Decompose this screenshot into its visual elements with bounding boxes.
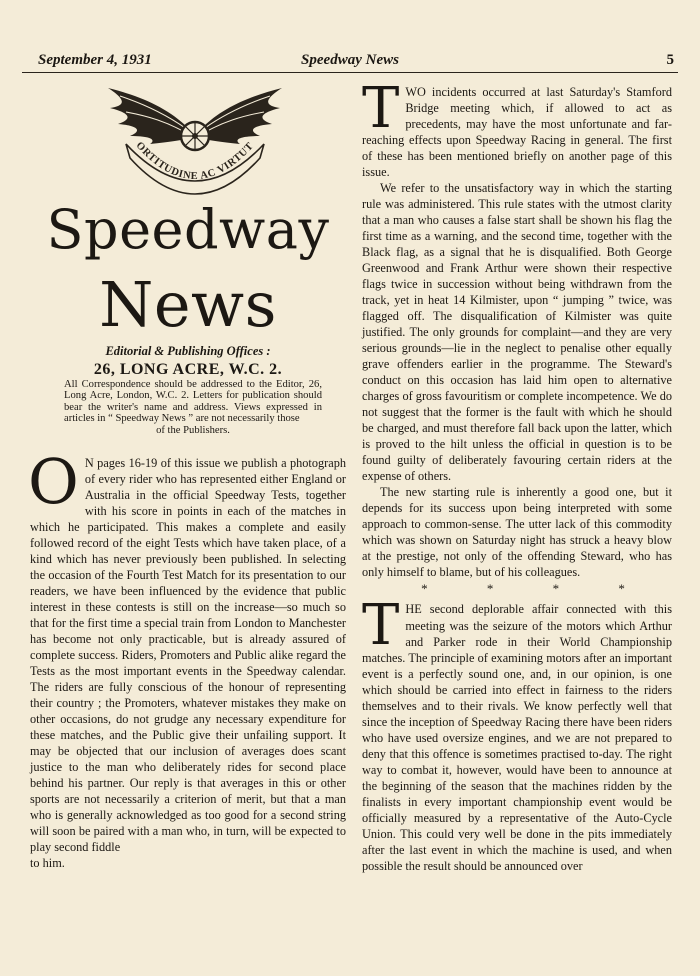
emblem-motto: ORTITUDINE AC VIRTUT [133, 140, 257, 183]
emblem-graphic [100, 78, 290, 196]
winged-wheel-emblem-icon [100, 78, 290, 196]
drop-cap-t-1: T [362, 76, 400, 141]
running-masthead: Speedway News [301, 52, 399, 68]
article-paragraph-2: We refer to the unsatisfactory way in which the starting rule was administered. This rule states with the utmost clarity that a man who causes a false start shall be shown his flag the first time as a warning, and the second time, together with the Black flag, as a signal that he is disqualified. Both George Greenwood and Frank Arthur were shown their respective flags twice in succession without being withdrawn from the track, yet in heat 14 Kilmister, upon “ jumping ” twice, was flagged off. The disqualification of Kilmister was quite justified. The only grounds for complaint—and they are very serious grounds—lie in the neglect to penalise other equally grave offenders earlier in the programme. The Steward's conduct on this occasion has laid him open to alternative charges of gross favouritism or complete incompetence. We do not suggest that the former is the fault with which he should be charged, and must therefore fall back upon the latter, which is proved to the hilt unless the official in question is to be found guilty of deliberately favouring certain riders at the expense of others. [362, 181, 672, 484]
offices-label: Editorial & Publishing Offices : [105, 344, 271, 358]
header-rule [22, 72, 678, 73]
drop-cap-o: O [28, 445, 79, 518]
running-header [22, 48, 678, 74]
title-line-2: News [99, 268, 277, 341]
lead-article [28, 445, 346, 871]
correspondence-note-end: of the Publishers. [156, 424, 230, 436]
correspondence-note-text: All Correspondence should be addressed to the Editor, 26, Long Acre, London, W.C. 2. Letters for publication should bear the writer's name and address. Views expressed in articles in “ Speedway News ” are not necessarily those [64, 379, 322, 425]
lead-article-body: N pages 16-19 of this issue we publish a photograph of every rider who has represented either England or Australia in the official Speedway Tests, together with his score in points in each of the matches in which he participated. This makes a complete and easily followed record of the eight Tests which have taken place, of a kind which has never previously been published. In selecting the occasion of the Fourth Test Match for its presentation to our readers, we have been influenced by the evidence that public interest in these contests is still on the increase—so much so that for the first time a special train from London to Manchester has become not only practicable, but is already assured of complete success. Riders, Promoters and Public alike regard the Tests as the most important events in the Speedway calendar. The riders are fully conscious of the honour of representing their country ; the Promoters, whatever mistakes they make on other occasions, do not grudge any necessary expenditure for these matches, and the Public give their unfailing support. It may be objected that our inclusion of averages does scant justice to the man who deliberately rides for second place behind his partner. Our reply is that averages in this or other sports are not necessarily a criterion of merit, but that a man who is generally acknowledged as too good for a second string will soon be paired with a man who, in turn, will be expected to play second fiddle [30, 456, 346, 855]
section-separator: * * * * [421, 581, 653, 597]
lead-article-tail: to him. [30, 856, 65, 871]
page-number: 5 [666, 52, 674, 68]
correspondence-note [64, 379, 322, 436]
title-line-1: Speedway [46, 198, 330, 261]
article-paragraph-1 [362, 76, 672, 180]
right-column [362, 76, 672, 874]
offices-address: 26, LONG ACRE, W.C. 2. [93, 361, 283, 378]
article-paragraph-3: The new starting rule is inherently a good one, but it depends for its success upon being interpreted with some approach to common-sense. The utter lack of this commodity which was shown on Saturday night has struck a heavy blow at the prestige, not only of the offending Steward, who has only himself to blame, but of his colleagues. [362, 485, 672, 580]
issue-date: September 4, 1931 [38, 52, 152, 68]
drop-cap-t-2: T [362, 593, 400, 659]
paragraph-4-text: HE second deplorable affair connected with this meeting was the seizure of the motors which Arthur and Parker rode in their World Championship matches. The principle of examining motors after an important event is a perfectly sound one, and, in our opinion, is one which should be carried into effect in fairness to the riders themselves and to their rivals. We know perfectly well that since the inception of Speedway Racing there have been riders who have used oversize engines, and we are not prepared to deny that this offence is sometimes practised to-day. The right way to combat it, however, would have been to announce at the beginning of the season that the machines ridden by the finalists in every important championship event would be officially measured by a representative of the Auto-Cycle Union. This could very well be done in the pits immediately after the last event in which the machine is used, and when possible the result should be announced over [362, 602, 672, 873]
paragraph-1-text: WO incidents occurred at last Saturday's Stamford Bridge meeting which, if allowed to act as precedents, may have the most unfortunate and far-reaching effects upon Speedway Racing in general. The first of these has been mentioned briefly on another page of this issue. [362, 85, 672, 180]
article-paragraph-4 [362, 593, 672, 873]
